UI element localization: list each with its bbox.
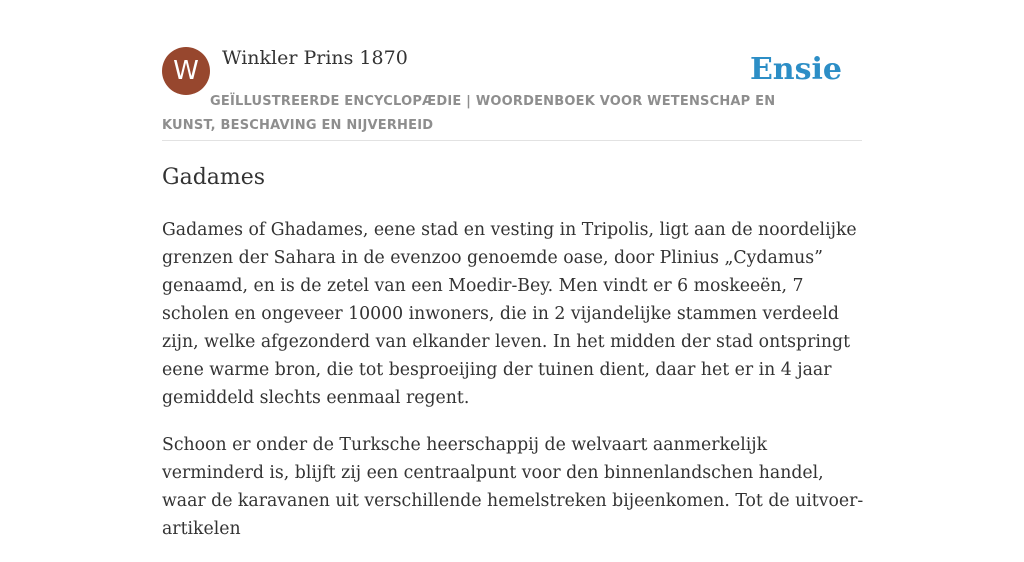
article-body [162,216,864,562]
source-subtitle: GEÏLLUSTREERDE ENCYCLOPÆDIE | WOORDENBOEK VOOR WETENSCHAP EN KUNST, BESCHAVING EN NIJVERHEID [162,94,776,133]
brand-logo-link[interactable]: Ensie [749,52,842,87]
article-paragraph: Schoon er onder de Turksche heerschappij de welvaart aanmerkelijk verminderd is, blijft zij een centraalpunt voor den binnenlandschen handel, waar de karavanen uit verschillende hemelstreken bijeenkomen. Tot de uitvoer-artikelen [162,435,864,539]
source-title[interactable]: Winkler Prins 1870 [222,47,408,69]
avatar[interactable]: W [162,47,210,95]
article-paragraph: Gadames of Ghadames, eene stad en vesting in Tripolis, ligt aan de noordelijke grenzen der Sahara in de evenzoo genoemde oase, door Plinius „Cydamus” genaamd, en is de zetel van een Moedir-Bey. Men vindt er 6 moskeeën, 7 scholen en ongeveer 10000 inwoners, die in 2 vijandelijke stammen verdeeld zijn, welke afgezonderd van elkander leven. In het midden der stad ontspringt eene warme bron, die tot besproeijing der tuinen dient, daar het er in 4 jaar gemiddeld slechts eenmaal regent. [162,220,857,408]
page-header [162,46,862,141]
article-title: Gadames [162,165,266,190]
